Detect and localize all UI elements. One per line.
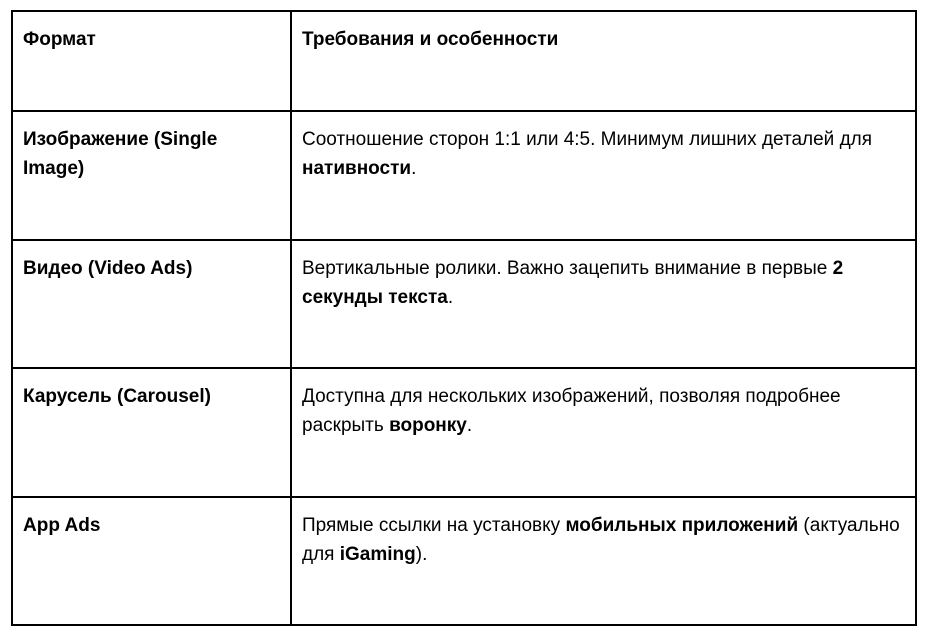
format-cell: App Ads xyxy=(12,497,291,626)
requirements-highlight: 2 секунды текста xyxy=(302,257,844,308)
table-row xyxy=(12,111,916,240)
requirements-text: Прямые ссылки на установку xyxy=(302,514,566,536)
header-requirements: Требования и особенности xyxy=(291,11,916,111)
requirements-highlight: воронку xyxy=(389,415,467,436)
requirements-cell xyxy=(291,240,916,369)
format-cell: Карусель (Carousel) xyxy=(12,368,291,497)
table-header-row xyxy=(12,11,916,111)
table-row xyxy=(12,368,916,497)
requirements-highlight: мобильных приложений xyxy=(565,514,799,536)
format-cell: Изображение (Single Image) xyxy=(12,111,291,240)
header-format: Формат xyxy=(12,11,291,111)
requirements-text: Доступна для нескольких изображений, позволяя подробнее раскрыть xyxy=(302,386,841,436)
requirements-text: . xyxy=(466,415,473,436)
requirements-highlight: iGaming xyxy=(339,543,416,565)
requirements-cell xyxy=(291,497,916,626)
table-row xyxy=(12,497,916,626)
requirements-cell xyxy=(291,111,916,240)
requirements-text: Вертикальные ролики. Важно зацепить внимание в первые xyxy=(302,257,833,279)
format-cell: Видео (Video Ads) xyxy=(12,240,291,369)
requirements-text: ). xyxy=(415,543,428,565)
requirements-cell xyxy=(291,368,916,497)
requirements-highlight: нативности xyxy=(302,158,412,179)
requirements-text: . xyxy=(411,158,417,179)
requirements-text: . xyxy=(447,286,454,308)
requirements-text: (актуально для xyxy=(302,514,900,565)
formats-table xyxy=(11,10,917,626)
table-row xyxy=(12,240,916,369)
requirements-text: Соотношение сторон 1:1 или 4:5. Минимум лишних деталей для xyxy=(302,129,873,150)
